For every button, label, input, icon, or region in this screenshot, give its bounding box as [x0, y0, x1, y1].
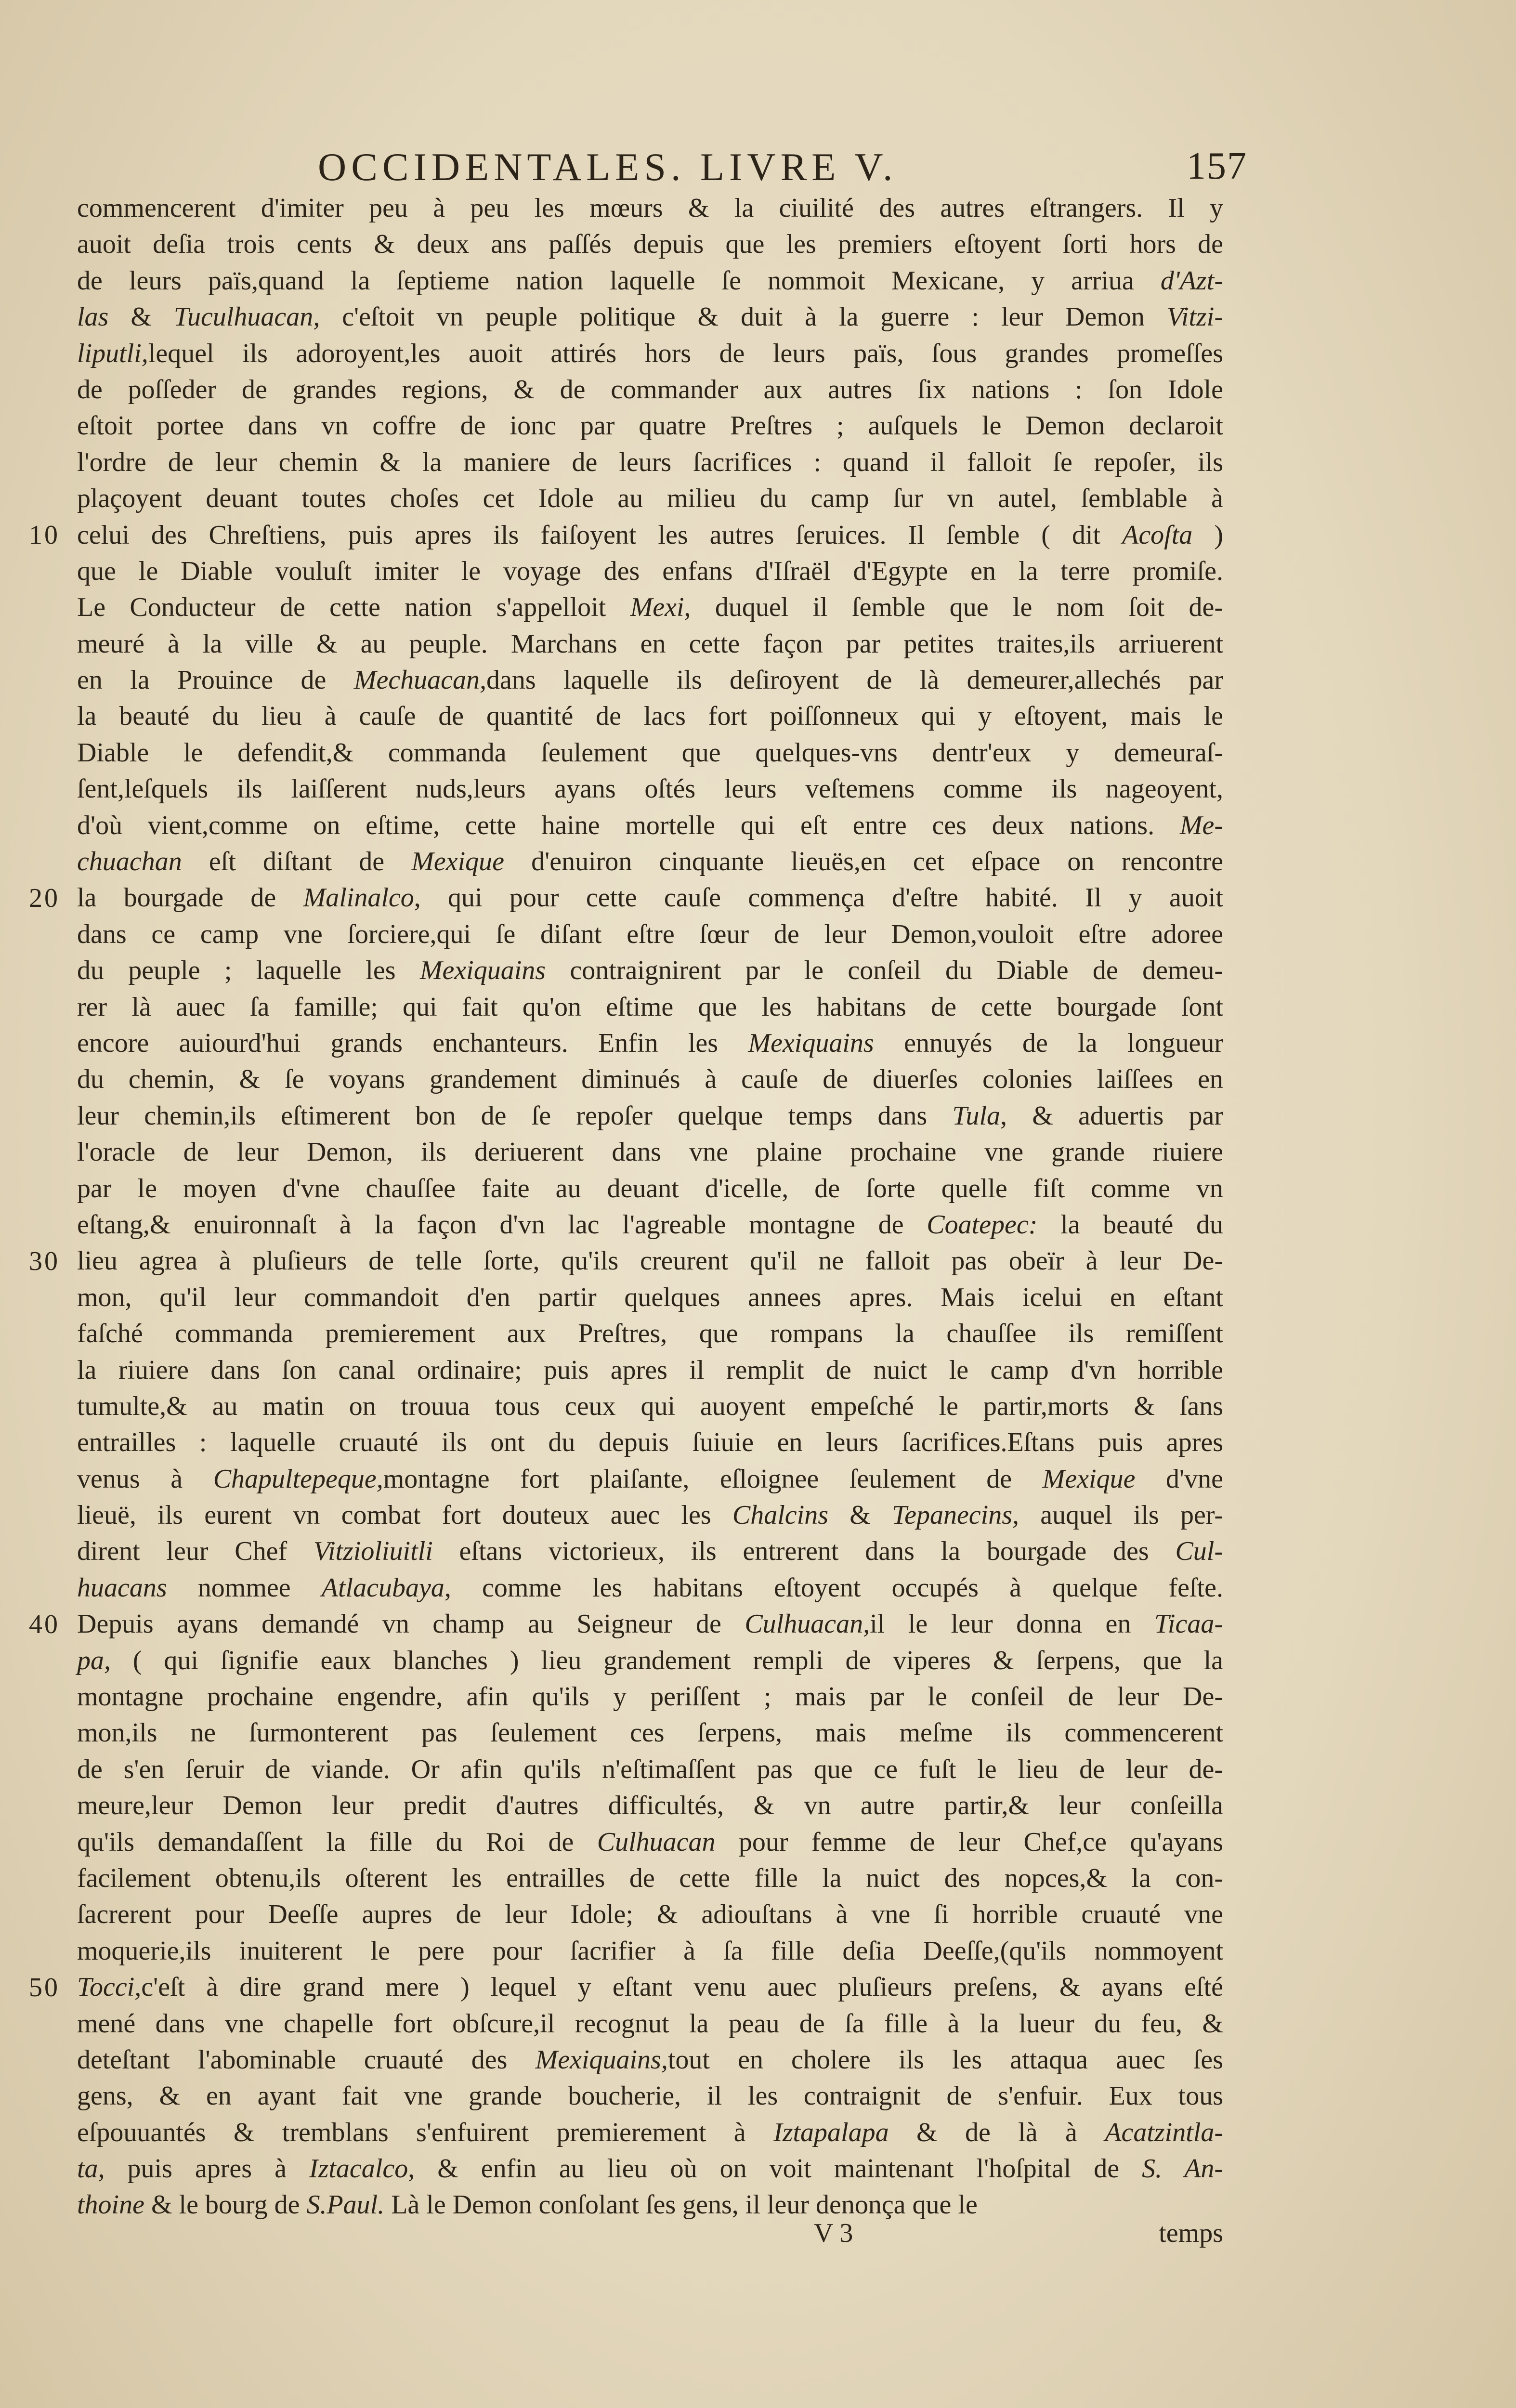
- running-header: [318, 144, 1247, 197]
- text-line: [77, 481, 1223, 517]
- text-line: [77, 336, 1223, 372]
- text-line: [77, 1425, 1223, 1461]
- text-span: ennuyés de la longueur: [874, 1028, 1223, 1058]
- text-line: [77, 698, 1223, 734]
- text-line: [77, 1461, 1223, 1497]
- text-span: nommee: [167, 1572, 322, 1603]
- text-span: , duquel il ſemble que le nom ſoit de-: [684, 592, 1223, 623]
- text-line: [77, 1679, 1223, 1715]
- text-span: auquel ils per-: [1019, 1500, 1224, 1531]
- text-span: montagne prochaine engendre, afin qu'ils y periſſent ; mais par le conſeil de leur De-: [77, 1682, 1223, 1712]
- italic-name: Mexiquains: [419, 955, 546, 986]
- text-span: la riuiere dans ſon canal ordinaire; puis apres il remplit de nuict le camp d'vn horrible: [77, 1355, 1223, 1385]
- italic-name: Chapultepeque,: [213, 1464, 383, 1494]
- text-span: &: [828, 1500, 892, 1531]
- text-line: [77, 226, 1223, 262]
- text-line: [77, 1824, 1223, 1860]
- text-span: dirent leur Chef: [77, 1536, 314, 1567]
- text-span: &: [108, 302, 174, 332]
- text-span: deteſtant l'abominable cruauté des: [77, 2044, 536, 2075]
- italic-name: Tocci,: [77, 1972, 142, 2002]
- text-line: [77, 1316, 1223, 1352]
- text-span: faſché commanda premierement aux Preſtres, que rompans la chauſſee ils remiſſent: [77, 1319, 1223, 1349]
- text-line: [77, 408, 1223, 444]
- text-line: [77, 1606, 1223, 1642]
- text-span: que le Diable vouluſt imiter le voyage des enfans d'Iſraël d'Egypte en la terre promiſe.: [77, 556, 1223, 586]
- text-span: , qui pour cette cauſe commença d'eſtre habité. Il y auoit: [414, 883, 1223, 913]
- text-line: [77, 844, 1223, 880]
- text-line: [77, 1969, 1223, 2005]
- text-span: l'oracle de leur Demon, ils deriuerent dans vne plaine prochaine vne grande riuiere: [77, 1137, 1223, 1167]
- page-footer: [77, 2218, 1223, 2256]
- text-span: entrailles : laquelle cruauté ils ont du depuis ſuiuie en leurs ſacrifices.Eſtans puis apres: [77, 1427, 1223, 1458]
- text-span: il le leur donna en: [870, 1609, 1154, 1639]
- text-line: [77, 372, 1223, 408]
- italic-name: las: [77, 302, 109, 332]
- italic-name: chuachan: [77, 847, 182, 877]
- text-line: [77, 989, 1223, 1025]
- italic-name: S. An-: [1142, 2154, 1223, 2184]
- italic-name: Mexique: [411, 847, 504, 877]
- text-span: , puis apres à: [98, 2154, 309, 2184]
- italic-name: thoine: [77, 2190, 144, 2220]
- italic-name: pa,: [77, 1645, 111, 1675]
- text-line: [77, 517, 1223, 553]
- text-span: d'vne: [1135, 1464, 1223, 1494]
- text-span: rer là auec ſa famille; qui fait qu'on eſtime que les habitans de cette bourgade ſont: [77, 992, 1223, 1022]
- italic-name: Atlacubaya: [321, 1572, 444, 1603]
- text-span: & le bourg de: [144, 2190, 307, 2220]
- text-line: [77, 916, 1223, 953]
- text-span: qu'ils demandaſſent la fille du Roi de: [77, 1827, 597, 1857]
- text-line: [77, 2151, 1223, 2187]
- text-line: [77, 771, 1223, 807]
- italic-name: S.Paul.: [306, 2190, 385, 2220]
- text-span: auoit deſia trois cents & deux ans paſſés depuis que les premiers eſtoyent ſorti hors de: [77, 229, 1223, 260]
- italic-name: Iztapalapa: [773, 2117, 889, 2147]
- text-span: , comme les habitans eſtoyent occupés à quelque feſte.: [444, 1572, 1223, 1603]
- text-line: [77, 1897, 1223, 1933]
- text-span: lieuë, ils eurent vn combat fort douteux auec les: [77, 1500, 732, 1531]
- text-span: d'où vient,comme on eſtime, cette haine mortelle qui eſt entre ces deux nations.: [77, 810, 1180, 840]
- text-line: [77, 1497, 1223, 1533]
- text-line: [77, 589, 1223, 626]
- italic-name: liputli,: [77, 338, 148, 368]
- italic-name: d'Azt-: [1160, 265, 1223, 296]
- text-line: [77, 1098, 1223, 1134]
- text-span: dans ce camp vne ſorciere,qui ſe diſant eſtre ſœur de leur Demon,vouloit eſtre adoree: [77, 919, 1223, 949]
- running-title: OCCIDENTALES. LIVRE V.: [318, 145, 898, 189]
- text-line: [77, 953, 1223, 989]
- text-line: [77, 1533, 1223, 1570]
- text-span: contraignirent par le conſeil du Diable de demeu-: [546, 955, 1223, 986]
- margin-line-number: 30: [29, 1246, 60, 1276]
- text-span: mon,ils ne ſurmonterent pas ſeulement ces ſerpens, mais meſme ils commencerent: [77, 1718, 1223, 1748]
- italic-name: Vitzi-: [1166, 302, 1223, 332]
- italic-name: ta: [77, 2154, 98, 2184]
- text-span: moquerie,ils inuiterent le pere pour ſacrifier à ſa fille deſia Deeſſe,(qu'ils nommoyent: [77, 1936, 1223, 1966]
- catchword: temps: [1159, 2218, 1223, 2248]
- text-line: [77, 1134, 1223, 1170]
- text-line: [77, 2115, 1223, 2151]
- text-span: dans laquelle ils deſiroyent de là demeurer,allechés par: [486, 665, 1223, 695]
- text-line: [77, 1061, 1223, 1098]
- text-span: de s'en ſeruir de viande. Or afin qu'ils n'eſtimaſſent pas que ce fuſt le lieu de leur de-: [77, 1754, 1223, 1784]
- text-line: [77, 190, 1223, 226]
- italic-name: Mexiquains,: [535, 2044, 668, 2075]
- italic-name: Coatepec:: [927, 1209, 1038, 1240]
- text-line: [77, 1570, 1223, 1606]
- text-span: ſent,leſquels ils laiſſerent nuds,leurs ayans oſtés leurs veſtemens comme ils nageoyent,: [77, 774, 1223, 804]
- folio-number: 157: [1187, 145, 1247, 187]
- text-span: la bourgade de: [77, 883, 303, 913]
- text-span: lieu agrea à pluſieurs de telle ſorte, qu'ils creurent qu'il ne falloit pas obeïr à leur De-: [77, 1246, 1223, 1276]
- text-line: [77, 1752, 1223, 1788]
- text-line: [77, 1643, 1223, 1679]
- text-line: [77, 2042, 1223, 2078]
- text-span: de poſſeder de grandes regions, & de commander aux autres ſix nations : ſon Idole: [77, 374, 1223, 405]
- text-span: l'ordre de leur chemin & la maniere de leurs ſacrifices : quand il falloit ſe repoſer, ils: [77, 447, 1223, 477]
- text-span: eſtang,& enuironnaſt à la façon d'vn lac l'agreable montagne de: [77, 1209, 927, 1240]
- text-span: ( qui ſignifie eaux blanches ) lieu grandement rempli de viperes & ſerpens, que la: [111, 1645, 1223, 1675]
- text-span: , & enfin au lieu où on voit maintenant l'hoſpital de: [408, 2154, 1142, 2184]
- text-span: eſt diſtant de: [182, 847, 412, 877]
- text-span: par le moyen d'vne chauſſee faite au deuant d'icelle, de ſorte quelle fiſt comme vn: [77, 1173, 1223, 1204]
- text-span: ): [1192, 520, 1223, 550]
- italic-name: Tuculhuacan,: [173, 302, 320, 332]
- text-line: [77, 1280, 1223, 1316]
- text-line: [77, 626, 1223, 662]
- text-span: celui des Chreſtiens, puis apres ils faiſoyent les autres ſeruices. Il ſemble ( dit: [77, 520, 1123, 550]
- text-line: [77, 808, 1223, 844]
- text-span: Depuis ayans demandé vn champ au Seigneur de: [77, 1609, 745, 1639]
- text-line: [77, 1243, 1223, 1279]
- text-span: eſtans victorieux, ils entrerent dans la bourgade des: [432, 1536, 1176, 1567]
- text-line: [77, 553, 1223, 589]
- text-span: venus à: [77, 1464, 213, 1494]
- text-span: mon, qu'il leur commandoit d'en partir quelques annees apres. Mais icelui en eſtant: [77, 1282, 1223, 1312]
- text-line: [77, 263, 1223, 299]
- text-span: en la Prouince de: [77, 665, 354, 695]
- text-span: c'eſt à dire grand mere ) lequel y eſtant venu auec pluſieurs preſens, & ayans eſté: [141, 1972, 1223, 2002]
- body-text: [77, 190, 1223, 2224]
- italic-name: Iztacalco: [309, 2154, 408, 2184]
- italic-name: Culhuacan,: [745, 1609, 870, 1639]
- italic-name: Me-: [1179, 810, 1223, 840]
- margin-line-number: 20: [29, 883, 60, 913]
- text-line: [77, 1788, 1223, 1824]
- text-span: meuré à la ville & au peuple. Marchans en cette façon par petites traites,ils arriuerent: [77, 628, 1223, 659]
- text-span: c'eſtoit vn peuple politique & duit à la guerre : leur Demon: [320, 302, 1167, 332]
- text-span: Là le Demon conſolant ſes gens, il leur denonça que le: [384, 2190, 978, 2220]
- text-span: Diable le defendit,& commanda ſeulement que quelques-vns dentr'eux y demeuraſ-: [77, 737, 1223, 768]
- italic-name: Culhuacan: [597, 1827, 716, 1857]
- italic-name: Acatzintla-: [1105, 2117, 1224, 2147]
- text-span: la beauté du lieu à cauſe de quantité de lacs fort poiſſonneux qui y eſtoyent, mais le: [77, 701, 1223, 732]
- text-line: [77, 299, 1223, 335]
- text-span: meure,leur Demon leur predit d'autres difficultés, & vn autre partir,& leur conſeilla: [77, 1791, 1223, 1821]
- text-line: [77, 1715, 1223, 1751]
- text-line: [77, 662, 1223, 698]
- text-line: [77, 880, 1223, 916]
- text-line: [77, 2078, 1223, 2114]
- italic-name: Cul-: [1175, 1536, 1223, 1567]
- text-span: facilement obtenu,ils oſterent les entrailles de cette fille la nuict des nopces,& la con-: [77, 1863, 1223, 1893]
- margin-line-number: 40: [29, 1609, 60, 1639]
- text-span: du chemin, & ſe voyans grandement diminués à cauſe de diuerſes colonies laiſſees en: [77, 1064, 1223, 1095]
- text-span: tumulte,& au matin on trouua tous ceux qui auoyent empeſché le partir,morts & ſans: [77, 1391, 1223, 1421]
- text-span: de leurs païs,quand la ſeptieme nation laquelle ſe nommoit Mexicane, y arriua: [77, 265, 1161, 296]
- italic-name: huacans: [77, 1572, 167, 1603]
- text-span: plaçoyent deuant toutes choſes cet Idole au milieu du camp ſur vn autel, ſemblable à: [77, 484, 1223, 514]
- signature-mark: V 3: [814, 2218, 853, 2248]
- text-span: tout en cholere ils les attaqua auec ſes: [667, 2044, 1223, 2075]
- text-line: [77, 1171, 1223, 1207]
- text-span: Le Conducteur de cette nation s'appelloit: [77, 592, 630, 623]
- text-line: [77, 1388, 1223, 1425]
- text-span: leur chemin,ils eſtimerent bon de ſe repoſer quelque temps dans: [77, 1100, 953, 1131]
- text-line: [77, 445, 1223, 481]
- text-span: du peuple ; laquelle les: [77, 955, 420, 986]
- text-span: mené dans vne chapelle fort obſcure,il recognut la peau de ſa fille à la lueur du feu, &: [77, 2008, 1223, 2039]
- text-span: gens, & en ayant fait vne grande boucherie, il les contraignit de s'enfuir. Eux tous: [77, 2081, 1223, 2111]
- text-span: la beauté du: [1037, 1209, 1223, 1240]
- italic-name: Tula: [952, 1100, 1001, 1131]
- text-span: eſpouuantés & tremblans s'enfuirent premierement à: [77, 2117, 774, 2147]
- text-span: & de là à: [889, 2117, 1105, 2147]
- italic-name: Malinalco: [303, 883, 414, 913]
- text-line: [77, 1025, 1223, 1061]
- text-span: lequel ils adoroyent,les auoit attirés hors de leurs païs, ſous grandes promeſſes: [148, 338, 1223, 368]
- italic-name: Mexi: [630, 592, 684, 623]
- text-span: montagne fort plaiſante, eſloignee ſeulement de: [383, 1464, 1043, 1494]
- margin-line-number: 10: [29, 520, 60, 550]
- text-line: [77, 1860, 1223, 1897]
- text-line: [77, 1352, 1223, 1388]
- text-span: ſacrerent pour Deeſſe aupres de leur Idole; & adiouſtans à vne ſi horrible cruauté vne: [77, 1899, 1223, 1930]
- text-line: [77, 1207, 1223, 1243]
- italic-name: Acoſta: [1122, 520, 1193, 550]
- text-span: pour femme de leur Chef,ce qu'ayans: [715, 1827, 1224, 1857]
- italic-name: Ticaa-: [1154, 1609, 1223, 1639]
- italic-name: Mechuacan,: [353, 665, 487, 695]
- margin-line-number: 50: [29, 1972, 60, 2002]
- italic-name: Tepanecins,: [892, 1500, 1019, 1531]
- text-line: [77, 1933, 1223, 1969]
- italic-name: Chalcins: [732, 1500, 828, 1531]
- text-span: commencerent d'imiter peu à peu les mœurs & la ciuilité des autres eſtrangers. Il y: [77, 193, 1223, 223]
- text-span: encore auiourd'hui grands enchanteurs. Enfin les: [77, 1028, 748, 1058]
- text-span: , & aduertis par: [1000, 1100, 1224, 1131]
- text-line: [77, 735, 1223, 771]
- text-span: eſtoit portee dans vn coffre de ionc par quatre Preſtres ; auſquels le Demon declaroit: [77, 411, 1223, 441]
- text-span: d'enuiron cinquante lieuës,en cet eſpace on rencontre: [504, 847, 1223, 877]
- italic-name: Mexiquains: [748, 1028, 874, 1058]
- text-line: [77, 2006, 1223, 2042]
- italic-name: Vitzioliuitli: [313, 1536, 433, 1567]
- italic-name: Mexique: [1042, 1464, 1136, 1494]
